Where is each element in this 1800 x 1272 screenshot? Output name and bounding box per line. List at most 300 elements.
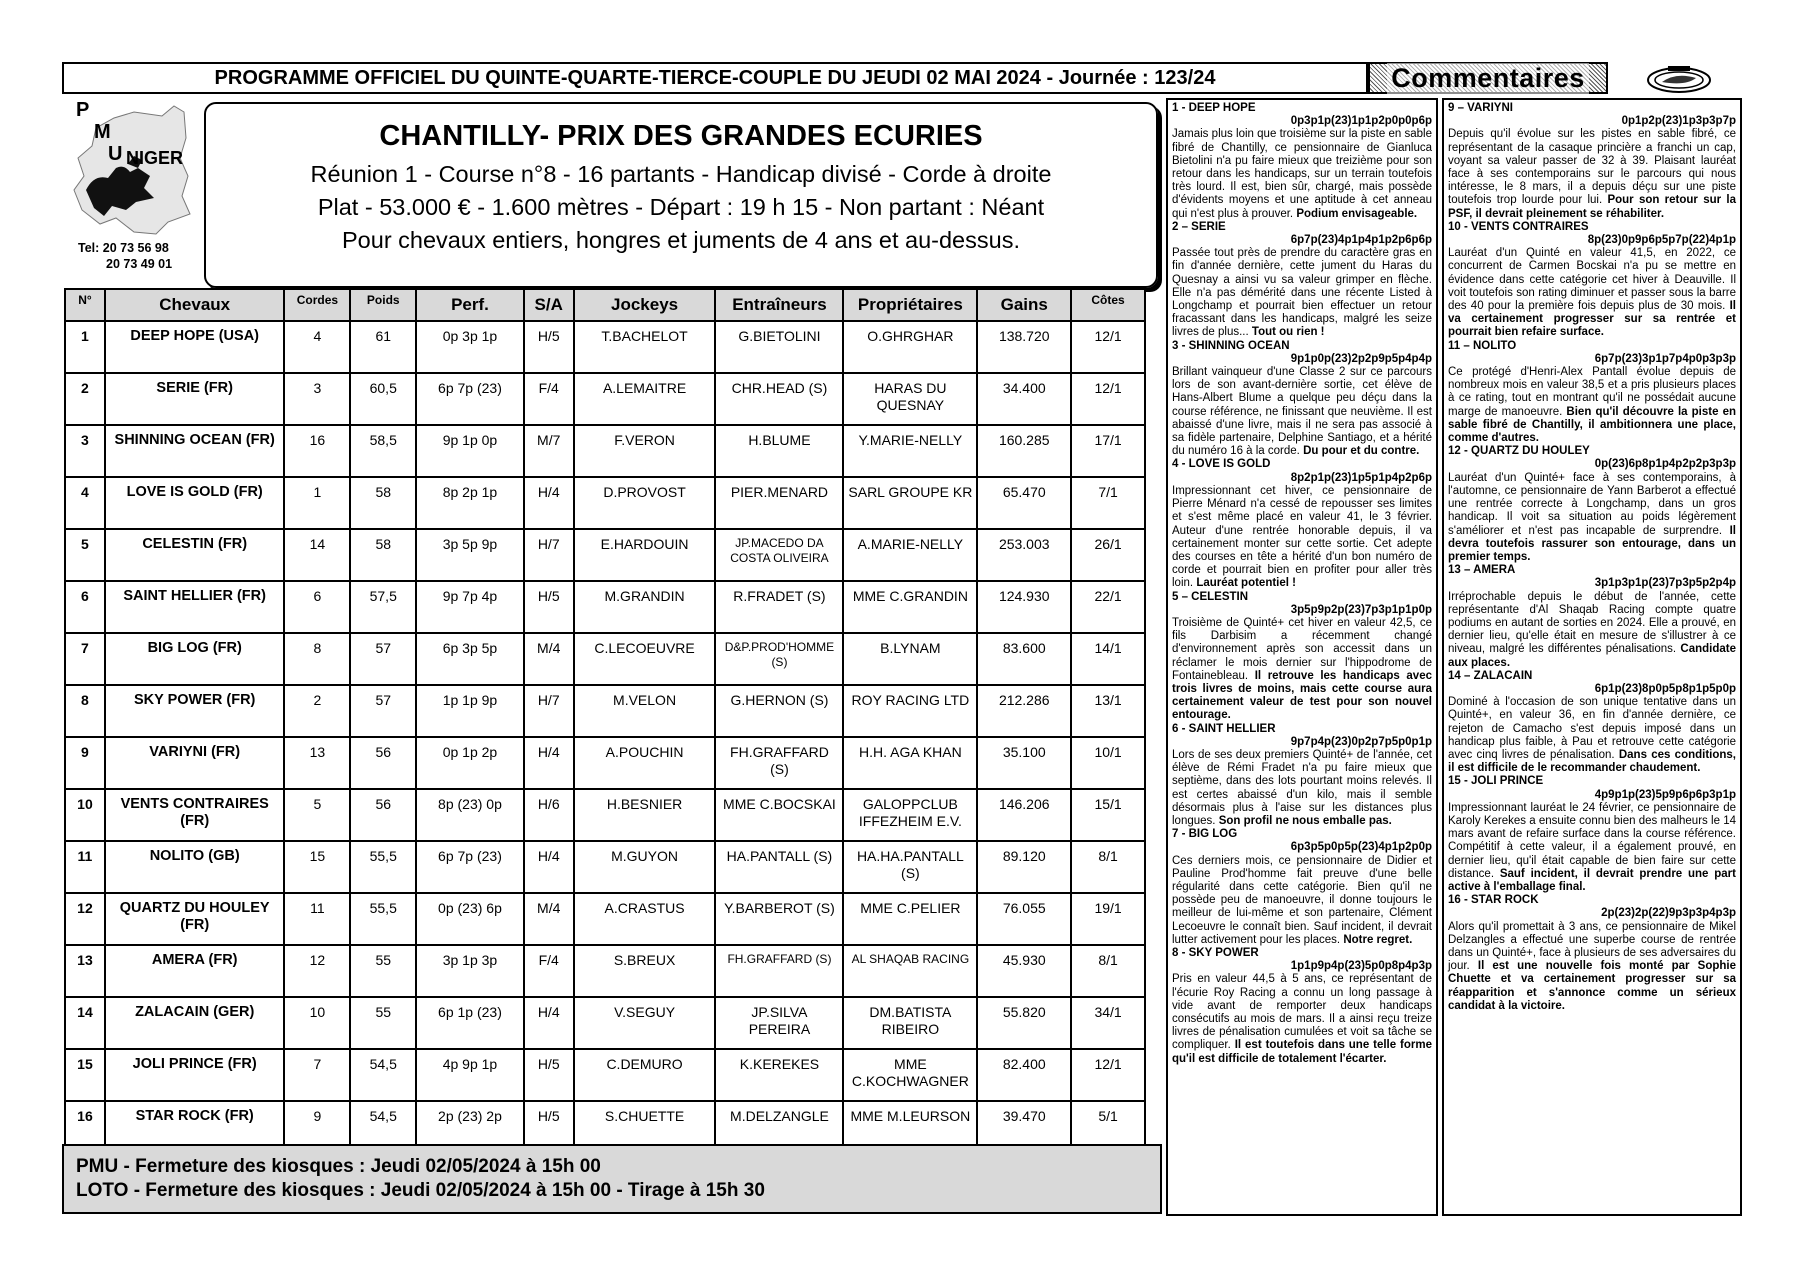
table-cell: Y.MARIE-NELLY xyxy=(843,425,977,477)
comment-entry xyxy=(1172,102,1432,221)
comment-verdict: Il est une nouvelle fois monté par Sophie Chuette et va certainement progresser sur sa réapparition et s'annonce comme un sérieux candidat à la victoire. xyxy=(1448,960,1736,1012)
table-cell: MME M.LEURSON xyxy=(843,1101,977,1153)
table-cell: 55.820 xyxy=(977,997,1071,1049)
table-cell: 8/1 xyxy=(1071,945,1145,997)
table-cell: DEEP HOPE (USA) xyxy=(105,321,285,373)
comment-verdict: Il retrouve les handicaps avec trois livres de moins, mais cette course aura certainement valeur de test pour son nouvel entourage. xyxy=(1172,669,1432,722)
comment-performances: 6p3p5p0p5p(23)4p1p2p0p xyxy=(1290,841,1432,854)
table-cell: FH.GRAFFARD (S) xyxy=(715,737,843,789)
phone-1: Tel: 20 73 56 98 xyxy=(78,241,169,255)
comment-entry xyxy=(1448,564,1736,670)
table-cell: 61 xyxy=(350,321,416,373)
comment-text: Lors de ses deux premiers Quinté+ de l'année, cet élève de Rémi Fradet n'a pu faire mieux que septième, dans des lots pourtant moins relevés. Il est certes abaissé d'un kilo, mais il semble désormais plus à l'aise sur les distances plus longues. xyxy=(1172,748,1432,827)
comment-text: Dominé à l'occasion de son unique tentative dans un Quinté+, en valeur 36, en fin d'année dernière, ce rejeton de Camacho s'est depuis imposé dans un handicap plus faible, à Pau et retrouve cette catégorie avec cinq livres de pénalisation. xyxy=(1448,696,1736,761)
comment-horse-name: 13 – AMERA xyxy=(1448,564,1516,577)
table-cell: SAINT HELLIER (FR) xyxy=(105,581,285,633)
table-cell: M.DELZANGLE xyxy=(715,1101,843,1153)
table-cell: H/5 xyxy=(524,1049,574,1101)
comment-horse-name: 6 - SAINT HELLIER xyxy=(1172,722,1276,735)
table-cell: 89.120 xyxy=(977,841,1071,893)
table-cell: BIG LOG (FR) xyxy=(105,633,285,685)
table-cell: NOLITO (GB) xyxy=(105,841,285,893)
table-cell: 8p (23) 0p xyxy=(416,789,524,841)
table-cell: 3 xyxy=(284,373,350,425)
table-cell: 146.206 xyxy=(977,789,1071,841)
table-cell: H/4 xyxy=(524,737,574,789)
table-cell: 3 xyxy=(65,425,105,477)
race-conditions-line: Plat - 53.000 € - 1.600 mètres - Départ : 19 h 15 - Non partant : Néant xyxy=(317,194,1045,220)
table-header-cell: Propriétaires xyxy=(843,289,977,321)
table-cell: H.BLUME xyxy=(715,425,843,477)
table-cell: 124.930 xyxy=(977,581,1071,633)
comment-entry xyxy=(1448,340,1736,446)
table-cell: 9 xyxy=(284,1101,350,1153)
comment-performances: 3p5p9p2p(23)7p3p1p1p0p xyxy=(1290,603,1432,616)
table-cell: 5 xyxy=(65,529,105,581)
comment-text: Pris en valeur 44,5 à 5 ans, ce représentant de l'écurie Roy Racing a connu un long passage à vide avant de remporter deux handicaps consécutifs au mois de mars. Il a ainsi reçu treize livres de pénalisation cumulées et voit sa tâche se compliquer. xyxy=(1172,973,1432,1052)
comment-horse-name: 5 – CELESTIN xyxy=(1172,590,1249,603)
table-cell: 4 xyxy=(65,477,105,529)
table-cell: 12 xyxy=(65,893,105,945)
comment-text: Lauréat d'un Quinté en valeur 41,5, en 2022, ce concurrent de Carmen Bocskai n'a pu se mettre en évidence dans cette catégorie cet hiver à Deauville. Il voit toutefois son rating diminuer et passer sous la barre des 40 pour la première fois depuis plus de 30 mois. xyxy=(1448,247,1736,313)
svg-text:P: P xyxy=(76,99,90,121)
comment-performances: 6p1p(23)8p0p5p8p1p5p0p xyxy=(1594,682,1736,695)
comment-performances: 1p1p9p4p(23)5p0p8p4p3p xyxy=(1290,960,1432,973)
comments-column-right xyxy=(1442,98,1742,1216)
table-cell: Y.BARBEROT (S) xyxy=(715,893,843,945)
table-row xyxy=(65,841,1145,893)
table-cell: 58 xyxy=(350,529,416,581)
comment-verdict: Son profil ne nous emballe pas. xyxy=(1218,814,1392,827)
comment-horse-name: 3 - SHINNING OCEAN xyxy=(1172,339,1290,352)
table-header-cell: Entraîneurs xyxy=(715,289,843,321)
table-cell: 1 xyxy=(65,321,105,373)
comment-verdict: Tout ou rien ! xyxy=(1251,326,1325,339)
table-cell: 14 xyxy=(284,529,350,581)
table-cell: 7 xyxy=(65,633,105,685)
comment-text: Ces derniers mois, ce pensionnaire de Didier et Pauline Prod'homme fait preuve d'une belle régularité dans cette catégorie. Bien qu'il ne possède peu de manoeuvre, il donne toujours le meilleur de lui-même et son partenaire, Clément Lecoeuvre le connaît bien. Sauf incident, il devrait lutter activement pour les places. xyxy=(1172,854,1432,946)
table-cell: STAR ROCK (FR) xyxy=(105,1101,285,1153)
phone-2: 20 73 49 01 xyxy=(106,257,173,271)
comment-performances: 0p3p1p(23)1p1p2p0p0p6p xyxy=(1290,115,1432,128)
table-cell: HARAS DU QUESNAY xyxy=(843,373,977,425)
table-cell: 0p (23) 6p xyxy=(416,893,524,945)
commentaires-label: Commentaires xyxy=(1387,63,1589,94)
table-cell: 253.003 xyxy=(977,529,1071,581)
table-cell: 6 xyxy=(65,581,105,633)
comment-horse-name: 12 - QUARTZ DU HOULEY xyxy=(1448,445,1590,458)
comment-verdict: Sauf incident, il devrait prendre une part active à l'emballage final. xyxy=(1448,867,1736,893)
table-cell: H/4 xyxy=(524,997,574,1049)
table-cell: MME C.PELIER xyxy=(843,893,977,945)
table-cell: C.DEMURO xyxy=(574,1049,716,1101)
table-cell: D.PROVOST xyxy=(574,477,716,529)
table-cell: H/5 xyxy=(524,321,574,373)
table-cell: LOVE IS GOLD (FR) xyxy=(105,477,285,529)
table-header-row xyxy=(65,289,1145,321)
comment-verdict: Il va certainement progresser sur sa rentrée et pourrait bien refaire surface. xyxy=(1448,300,1736,339)
comment-text: Depuis qu'il évolue sur les pistes en sable fibré, ce représentant de la casaque princière a franchi un cap, voyant sa valeur passer de 32 à 39. Plaisant lauréat face à ses contemporains sur le parcours qui nous intéresse, le 8 mars, il a depuis déçu sur une piste toutefois trop lourde pour lui. xyxy=(1448,128,1736,207)
table-cell: 19/1 xyxy=(1071,893,1145,945)
comment-performances: 3p1p3p1p(23)7p3p5p2p4p xyxy=(1594,577,1736,590)
table-cell: SKY POWER (FR) xyxy=(105,685,285,737)
table-cell: 9p 7p 4p xyxy=(416,581,524,633)
table-cell: QUARTZ DU HOULEY (FR) xyxy=(105,893,285,945)
table-cell: 14/1 xyxy=(1071,633,1145,685)
comment-horse-name: 10 - VENTS CONTRAIRES xyxy=(1448,220,1589,233)
table-cell: 55 xyxy=(350,945,416,997)
table-cell: SERIE (FR) xyxy=(105,373,285,425)
comment-horse-name: 14 – ZALACAIN xyxy=(1448,669,1533,682)
table-header-cell: Côtes xyxy=(1071,289,1145,321)
table-row xyxy=(65,1049,1145,1101)
table-cell: H.BESNIER xyxy=(574,789,716,841)
comment-performances: 8p(23)0p9p6p5p7p(22)4p1p xyxy=(1587,234,1736,247)
table-cell: 6p 1p (23) xyxy=(416,997,524,1049)
table-cell: 10/1 xyxy=(1071,737,1145,789)
table-cell: VENTS CONTRAIRES (FR) xyxy=(105,789,285,841)
table-cell: 12/1 xyxy=(1071,1049,1145,1101)
comment-performances: 6p7p(23)3p1p7p4p0p3p3p xyxy=(1594,352,1736,365)
comment-verdict: Podium envisageable. xyxy=(1296,207,1418,220)
table-cell: 15 xyxy=(65,1049,105,1101)
table-cell: A.CRASTUS xyxy=(574,893,716,945)
table-cell: 9p 1p 0p xyxy=(416,425,524,477)
table-cell: 55,5 xyxy=(350,841,416,893)
table-cell: M.VELON xyxy=(574,685,716,737)
table-cell: 58 xyxy=(350,477,416,529)
table-row xyxy=(65,373,1145,425)
table-row xyxy=(65,737,1145,789)
table-cell: O.GHRGHAR xyxy=(843,321,977,373)
comment-horse-name: 9 – VARIYNI xyxy=(1448,102,1513,114)
table-cell: D&P.PROD'HOMME (S) xyxy=(715,633,843,685)
table-cell: H/7 xyxy=(524,529,574,581)
table-cell: H/7 xyxy=(524,685,574,737)
table-cell: 4 xyxy=(284,321,350,373)
table-cell: V.SEGUY xyxy=(574,997,716,1049)
comment-performances: 0p(23)6p8p1p4p2p2p3p3p xyxy=(1594,458,1736,471)
table-cell: 3p 1p 3p xyxy=(416,945,524,997)
table-cell: 26/1 xyxy=(1071,529,1145,581)
table-cell: H/6 xyxy=(524,789,574,841)
table-cell: 82.400 xyxy=(977,1049,1071,1101)
table-cell: R.FRADET (S) xyxy=(715,581,843,633)
table-cell: 10 xyxy=(65,789,105,841)
table-cell: DM.BATISTA RIBEIRO xyxy=(843,997,977,1049)
table-cell: 1 xyxy=(284,477,350,529)
comment-entry xyxy=(1172,828,1432,947)
table-cell: M/4 xyxy=(524,893,574,945)
table-header-cell: Gains xyxy=(977,289,1071,321)
table-cell: 1p 1p 9p xyxy=(416,685,524,737)
table-cell: MME C.BOCSKAI xyxy=(715,789,843,841)
table-cell: HA.PANTALL (S) xyxy=(715,841,843,893)
table-row xyxy=(65,477,1145,529)
comment-horse-name: 7 - BIG LOG xyxy=(1172,828,1238,841)
table-cell: B.LYNAM xyxy=(843,633,977,685)
table-cell: 60,5 xyxy=(350,373,416,425)
table-cell: SARL GROUPE KR xyxy=(843,477,977,529)
comment-text: Troisième de Quinté+ cet hiver en valeur 42,5, ce fils Darbisim a récemment changé d'environnement après son accessit dans un réclamer le mois dernier sur l'hippodrome de Fontainebleau. xyxy=(1172,616,1432,682)
svg-text:M: M xyxy=(94,121,111,143)
table-cell: 16 xyxy=(284,425,350,477)
table-cell: 2 xyxy=(65,373,105,425)
table-cell: 2 xyxy=(284,685,350,737)
comment-verdict: Dans ces conditions, il est difficile de le recommander chaudement. xyxy=(1448,748,1736,775)
table-cell: F/4 xyxy=(524,373,574,425)
race-meeting-line: Réunion 1 - Course n°8 - 16 partants - Handicap divisé - Corde à droite xyxy=(310,161,1052,187)
runners-table xyxy=(64,288,1146,1154)
table-cell: S.CHUETTE xyxy=(574,1101,716,1153)
table-cell: 5/1 xyxy=(1071,1101,1145,1153)
table-cell: 7 xyxy=(284,1049,350,1101)
table-row xyxy=(65,529,1145,581)
comment-text: Impressionnant cet hiver, ce pensionnaire de Pierre Ménard n'a cessé de repousser ses limites et s'est même placé en valeur 41, le 3 février. Auteur d'une rentrée honorable depuis, il va certainement monter sur cette sortie. Cet adepte des courses en tête a hérité d'un bon numéro de corde et pourrait bien en profiter pour aller très loin. xyxy=(1172,484,1432,590)
comment-text: Irréprochable depuis le début de l'année, cette représentante d'Al Shaqab Racing compte quatre podiums en autant de sorties en 2024. Elle a prouvé, en dernier lieu, qu'elle était en mesure de s'illustrer à ce niveau, malgré les différentes pénalisations. xyxy=(1448,590,1736,656)
table-header-cell: Poids xyxy=(350,289,416,321)
table-cell: 54,5 xyxy=(350,1049,416,1101)
table-cell: 34.400 xyxy=(977,373,1071,425)
table-cell: 11 xyxy=(65,841,105,893)
comment-verdict: Il est toutefois dans une telle forme qu'il est difficile de totalement l'écarter. xyxy=(1172,1039,1432,1065)
comment-entry xyxy=(1448,221,1736,340)
table-cell: F/4 xyxy=(524,945,574,997)
table-row xyxy=(65,321,1145,373)
table-cell: 54,5 xyxy=(350,1101,416,1153)
table-cell: 138.720 xyxy=(977,321,1071,373)
race-title: CHANTILLY- PRIX DES GRANDES ECURIES xyxy=(379,120,983,152)
comment-text: Jamais plus loin que troisième sur la piste en sable fibré de Chantilly, ce pensionnaire de Gianluca Bietolini n'a pu faire mieux que treizième pour son retour dans les handicaps, sur un terrain toutefois très lourd. Il est, bien sûr, chargé, mais possède d'évidents moyens et une aptitude à cet anneau qui n'est plus à prouver. xyxy=(1172,128,1432,220)
table-cell: 57,5 xyxy=(350,581,416,633)
comment-verdict: Candidate aux places. xyxy=(1448,643,1737,669)
table-cell: 57 xyxy=(350,685,416,737)
table-cell: 3p 5p 9p xyxy=(416,529,524,581)
comment-entry xyxy=(1448,894,1736,1013)
comment-verdict: Il devra toutefois rassurer son entourage, dans un premier temps. xyxy=(1448,524,1736,563)
table-cell: GALOPPCLUB IFFEZHEIM E.V. xyxy=(843,789,977,841)
table-cell: 2p (23) 2p xyxy=(416,1101,524,1153)
table-cell: 65.470 xyxy=(977,477,1071,529)
table-cell: 15/1 xyxy=(1071,789,1145,841)
table-cell: 6p 7p (23) xyxy=(416,373,524,425)
table-cell: T.BACHELOT xyxy=(574,321,716,373)
table-cell: M.GRANDIN xyxy=(574,581,716,633)
table-cell: 160.285 xyxy=(977,425,1071,477)
comment-performances: 4p9p1p(23)5p9p6p6p3p1p xyxy=(1594,788,1736,801)
comment-entry xyxy=(1172,591,1432,723)
table-cell: K.KEREKES xyxy=(715,1049,843,1101)
table-cell: HA.HA.PANTALL (S) xyxy=(843,841,977,893)
table-cell: 10 xyxy=(284,997,350,1049)
table-cell: 8p 2p 1p xyxy=(416,477,524,529)
table-cell: M/7 xyxy=(524,425,574,477)
comment-text: Alors qu'il promettait à 3 ans, ce pensionnaire de Mikel Delzangles a effectué une superbe course de rentrée dans un Quinté+, face à plusieurs de ses adversaires du jour. xyxy=(1448,920,1736,973)
table-cell: VARIYNI (FR) xyxy=(105,737,285,789)
table-cell: 35.100 xyxy=(977,737,1071,789)
comment-performances: 0p1p2p(23)1p3p3p7p xyxy=(1621,115,1736,128)
comment-entry xyxy=(1448,775,1736,894)
table-cell: H/4 xyxy=(524,477,574,529)
table-cell: 16 xyxy=(65,1101,105,1153)
commentaires-banner xyxy=(1368,62,1608,94)
comment-verdict: Notre regret. xyxy=(1343,933,1413,946)
table-cell: 13 xyxy=(65,945,105,997)
table-cell: PIER.MENARD xyxy=(715,477,843,529)
comment-entry xyxy=(1172,458,1432,590)
comment-entry xyxy=(1172,723,1432,829)
svg-text:U: U xyxy=(108,143,123,165)
table-cell: 0p 1p 2p xyxy=(416,737,524,789)
comment-text: Brillant vainqueur d'une Classe 2 sur ce parcours lors de son avant-dernière sortie, cet élève de Hans-Albert Blume a quelque peu déçu dans la course référence, ne finissant que neuvième. Il est abaissé d'une livre, mais il ne sera pas associé à sa fidèle partenaire, Delphine Santiago, et a hérité du numéro 16 à la corde. xyxy=(1172,366,1432,458)
table-cell: 76.055 xyxy=(977,893,1071,945)
comments-column-left xyxy=(1166,98,1438,1216)
table-cell: 12/1 xyxy=(1071,321,1145,373)
table-cell: MME C.KOCHWAGNER xyxy=(843,1049,977,1101)
comment-horse-name: 16 - STAR ROCK xyxy=(1448,894,1539,907)
comment-horse-name: 11 – NOLITO xyxy=(1448,339,1517,352)
table-cell: F.VERON xyxy=(574,425,716,477)
table-cell: 14 xyxy=(65,997,105,1049)
table-cell: E.HARDOUIN xyxy=(574,529,716,581)
comment-performances: 9p7p4p(23)0p2p7p5p0p1p xyxy=(1290,735,1432,748)
comment-performances: 2p(23)2p(22)9p3p3p4p3p xyxy=(1601,907,1736,920)
table-cell: ROY RACING LTD xyxy=(843,685,977,737)
program-header xyxy=(62,62,1368,94)
table-cell: SHINNING OCEAN (FR) xyxy=(105,425,285,477)
table-cell: 17/1 xyxy=(1071,425,1145,477)
table-cell: AMERA (FR) xyxy=(105,945,285,997)
table-cell: 8 xyxy=(284,633,350,685)
table-cell: A.POUCHIN xyxy=(574,737,716,789)
table-cell: 8 xyxy=(65,685,105,737)
table-header-cell: Cordes xyxy=(284,289,350,321)
comment-entry xyxy=(1172,947,1432,1066)
comment-entry xyxy=(1448,102,1736,221)
table-row xyxy=(65,685,1145,737)
comment-text: Lauréat d'un Quinté+ face à ses contemporains, à l'automne, ce pensionnaire de Yann Barberot a effectué une rentrée correcte à Longchamp, dans un gros handicap. Il voit sa situation au poids légèrement s'améliorer et n'est pas incapable de surprendre. xyxy=(1448,471,1736,537)
comment-entry xyxy=(1172,340,1432,459)
comment-text: Passée tout près de prendre du caractère gras en fin d'année dernière, cette jument du Haras du Quesnay a ainsi vu sa valeur grimper en flèche. Elle n'a pas démérité dans une récente Listed à Longchamp et pourrait bien effectuer un retour fracassant dans les handicaps, malgré les seize livres de plus... xyxy=(1172,247,1432,339)
comment-text: Impressionnant lauréat le 24 février, ce pensionnaire de Karoly Kerekes a ensuite connu bien des malheurs le 14 mars avant de refaire surface dans la course référence. Compétitif à cette valeur, il a également prouvé, en dernier lieu, qu'il était capable de bien faire sur cette distance. xyxy=(1448,801,1736,880)
comment-verdict: Bien qu'il découvre la piste en sable fibré de Chantilly, il ambitionnera une place, comme d'autres. xyxy=(1448,405,1736,445)
svg-text:NIGER: NIGER xyxy=(126,148,184,168)
comment-performances: 6p7p(23)4p1p4p1p2p6p6p xyxy=(1290,234,1432,247)
table-cell: 212.286 xyxy=(977,685,1071,737)
table-row xyxy=(65,997,1145,1049)
table-cell: MME C.GRANDIN xyxy=(843,581,977,633)
table-row xyxy=(65,581,1145,633)
table-header-cell: S/A xyxy=(524,289,574,321)
comment-performances: 9p1p0p(23)2p2p9p5p4p4p xyxy=(1290,352,1432,365)
table-cell: 13/1 xyxy=(1071,685,1145,737)
table-cell: G.HERNON (S) xyxy=(715,685,843,737)
table-row xyxy=(65,893,1145,945)
table-cell: M/4 xyxy=(524,633,574,685)
table-cell: A.MARIE-NELLY xyxy=(843,529,977,581)
table-header-cell: Perf. xyxy=(416,289,524,321)
table-row xyxy=(65,633,1145,685)
table-cell: 22/1 xyxy=(1071,581,1145,633)
table-cell: A.LEMAITRE xyxy=(574,373,716,425)
comment-horse-name: 1 - DEEP HOPE xyxy=(1172,102,1256,114)
table-cell: JP.MACEDO DA COSTA OLIVEIRA xyxy=(715,529,843,581)
pmu-niger-logo xyxy=(64,98,198,244)
table-cell: 13 xyxy=(284,737,350,789)
table-cell: 55 xyxy=(350,997,416,1049)
table-cell: CHR.HEAD (S) xyxy=(715,373,843,425)
table-cell: FH.GRAFFARD (S) xyxy=(715,945,843,997)
table-row xyxy=(65,425,1145,477)
table-cell: M.GUYON xyxy=(574,841,716,893)
table-cell: 55,5 xyxy=(350,893,416,945)
table-cell: C.LECOEUVRE xyxy=(574,633,716,685)
comment-verdict: Lauréat potentiel ! xyxy=(1196,577,1296,590)
comment-horse-name: 4 - LOVE IS GOLD xyxy=(1172,458,1271,471)
race-info-box xyxy=(204,102,1158,288)
comment-entry xyxy=(1448,670,1736,776)
table-cell: 8/1 xyxy=(1071,841,1145,893)
table-cell: H/5 xyxy=(524,1101,574,1153)
comment-horse-name: 8 - SKY POWER xyxy=(1172,947,1259,959)
table-cell: 4p 9p 1p xyxy=(416,1049,524,1101)
table-cell: 6p 3p 5p xyxy=(416,633,524,685)
comment-entry xyxy=(1448,445,1736,564)
table-cell: JOLI PRINCE (FR) xyxy=(105,1049,285,1101)
table-cell: 56 xyxy=(350,789,416,841)
table-cell: H/5 xyxy=(524,581,574,633)
table-row xyxy=(65,945,1145,997)
table-cell: AL SHAQAB RACING xyxy=(843,945,977,997)
comment-entry xyxy=(1172,221,1432,340)
race-eligibility-line: Pour chevaux entiers, hongres et juments de 4 ans et au-dessus. xyxy=(342,227,1020,253)
table-cell: 0p 3p 1p xyxy=(416,321,524,373)
table-header-cell: Jockeys xyxy=(574,289,716,321)
comment-text: Ce protégé d'Henri-Alex Pantall évolue depuis de nombreux mois en valeur 38,5 et a pris plusieurs places à ce rating, tout en montrant qu'il ne possédait aucune marge de manoeuvre. xyxy=(1448,366,1736,418)
table-cell: 45.930 xyxy=(977,945,1071,997)
table-header-cell: Chevaux xyxy=(105,289,285,321)
table-cell: G.BIETOLINI xyxy=(715,321,843,373)
table-cell: 6p 7p (23) xyxy=(416,841,524,893)
table-cell: 5 xyxy=(284,789,350,841)
table-cell: 12/1 xyxy=(1071,373,1145,425)
table-cell: CELESTIN (FR) xyxy=(105,529,285,581)
table-cell: 12 xyxy=(284,945,350,997)
table-cell: 9 xyxy=(65,737,105,789)
comment-horse-name: 15 - JOLI PRINCE xyxy=(1448,775,1544,788)
table-cell: 83.600 xyxy=(977,633,1071,685)
table-cell: 34/1 xyxy=(1071,997,1145,1049)
footer-pmu-line: PMU - Fermeture des kiosques : Jeudi 02/05/2024 à 15h 00 xyxy=(76,1156,601,1177)
table-cell: 58,5 xyxy=(350,425,416,477)
table-cell: 7/1 xyxy=(1071,477,1145,529)
table-cell: H/4 xyxy=(524,841,574,893)
comment-verdict: Pour son retour sur la PSF, il devrait pleinement se réhabiliter. xyxy=(1448,194,1736,220)
comment-verdict: Du pour et du contre. xyxy=(1303,445,1420,458)
program-title: PROGRAMME OFFICIEL DU QUINTE-QUARTE-TIERCE-COUPLE DU JEUDI 02 MAI 2024 - Journée : 123/24 xyxy=(214,66,1216,89)
table-cell: 39.470 xyxy=(977,1101,1071,1153)
contact-phones xyxy=(78,240,172,272)
table-cell: ZALACAIN (GER) xyxy=(105,997,285,1049)
table-cell: H.H. AGA KHAN xyxy=(843,737,977,789)
table-cell: 57 xyxy=(350,633,416,685)
table-cell: 6 xyxy=(284,581,350,633)
table-cell: S.BREUX xyxy=(574,945,716,997)
table-cell: 15 xyxy=(284,841,350,893)
comment-performances: 8p2p1p(23)1p5p1p4p2p6p xyxy=(1290,471,1432,484)
footer-loto-line: LOTO - Fermeture des kiosques : Jeudi 02/05/2024 à 15h 00 - Tirage à 15h 30 xyxy=(76,1180,765,1201)
footer-box xyxy=(62,1144,1162,1214)
